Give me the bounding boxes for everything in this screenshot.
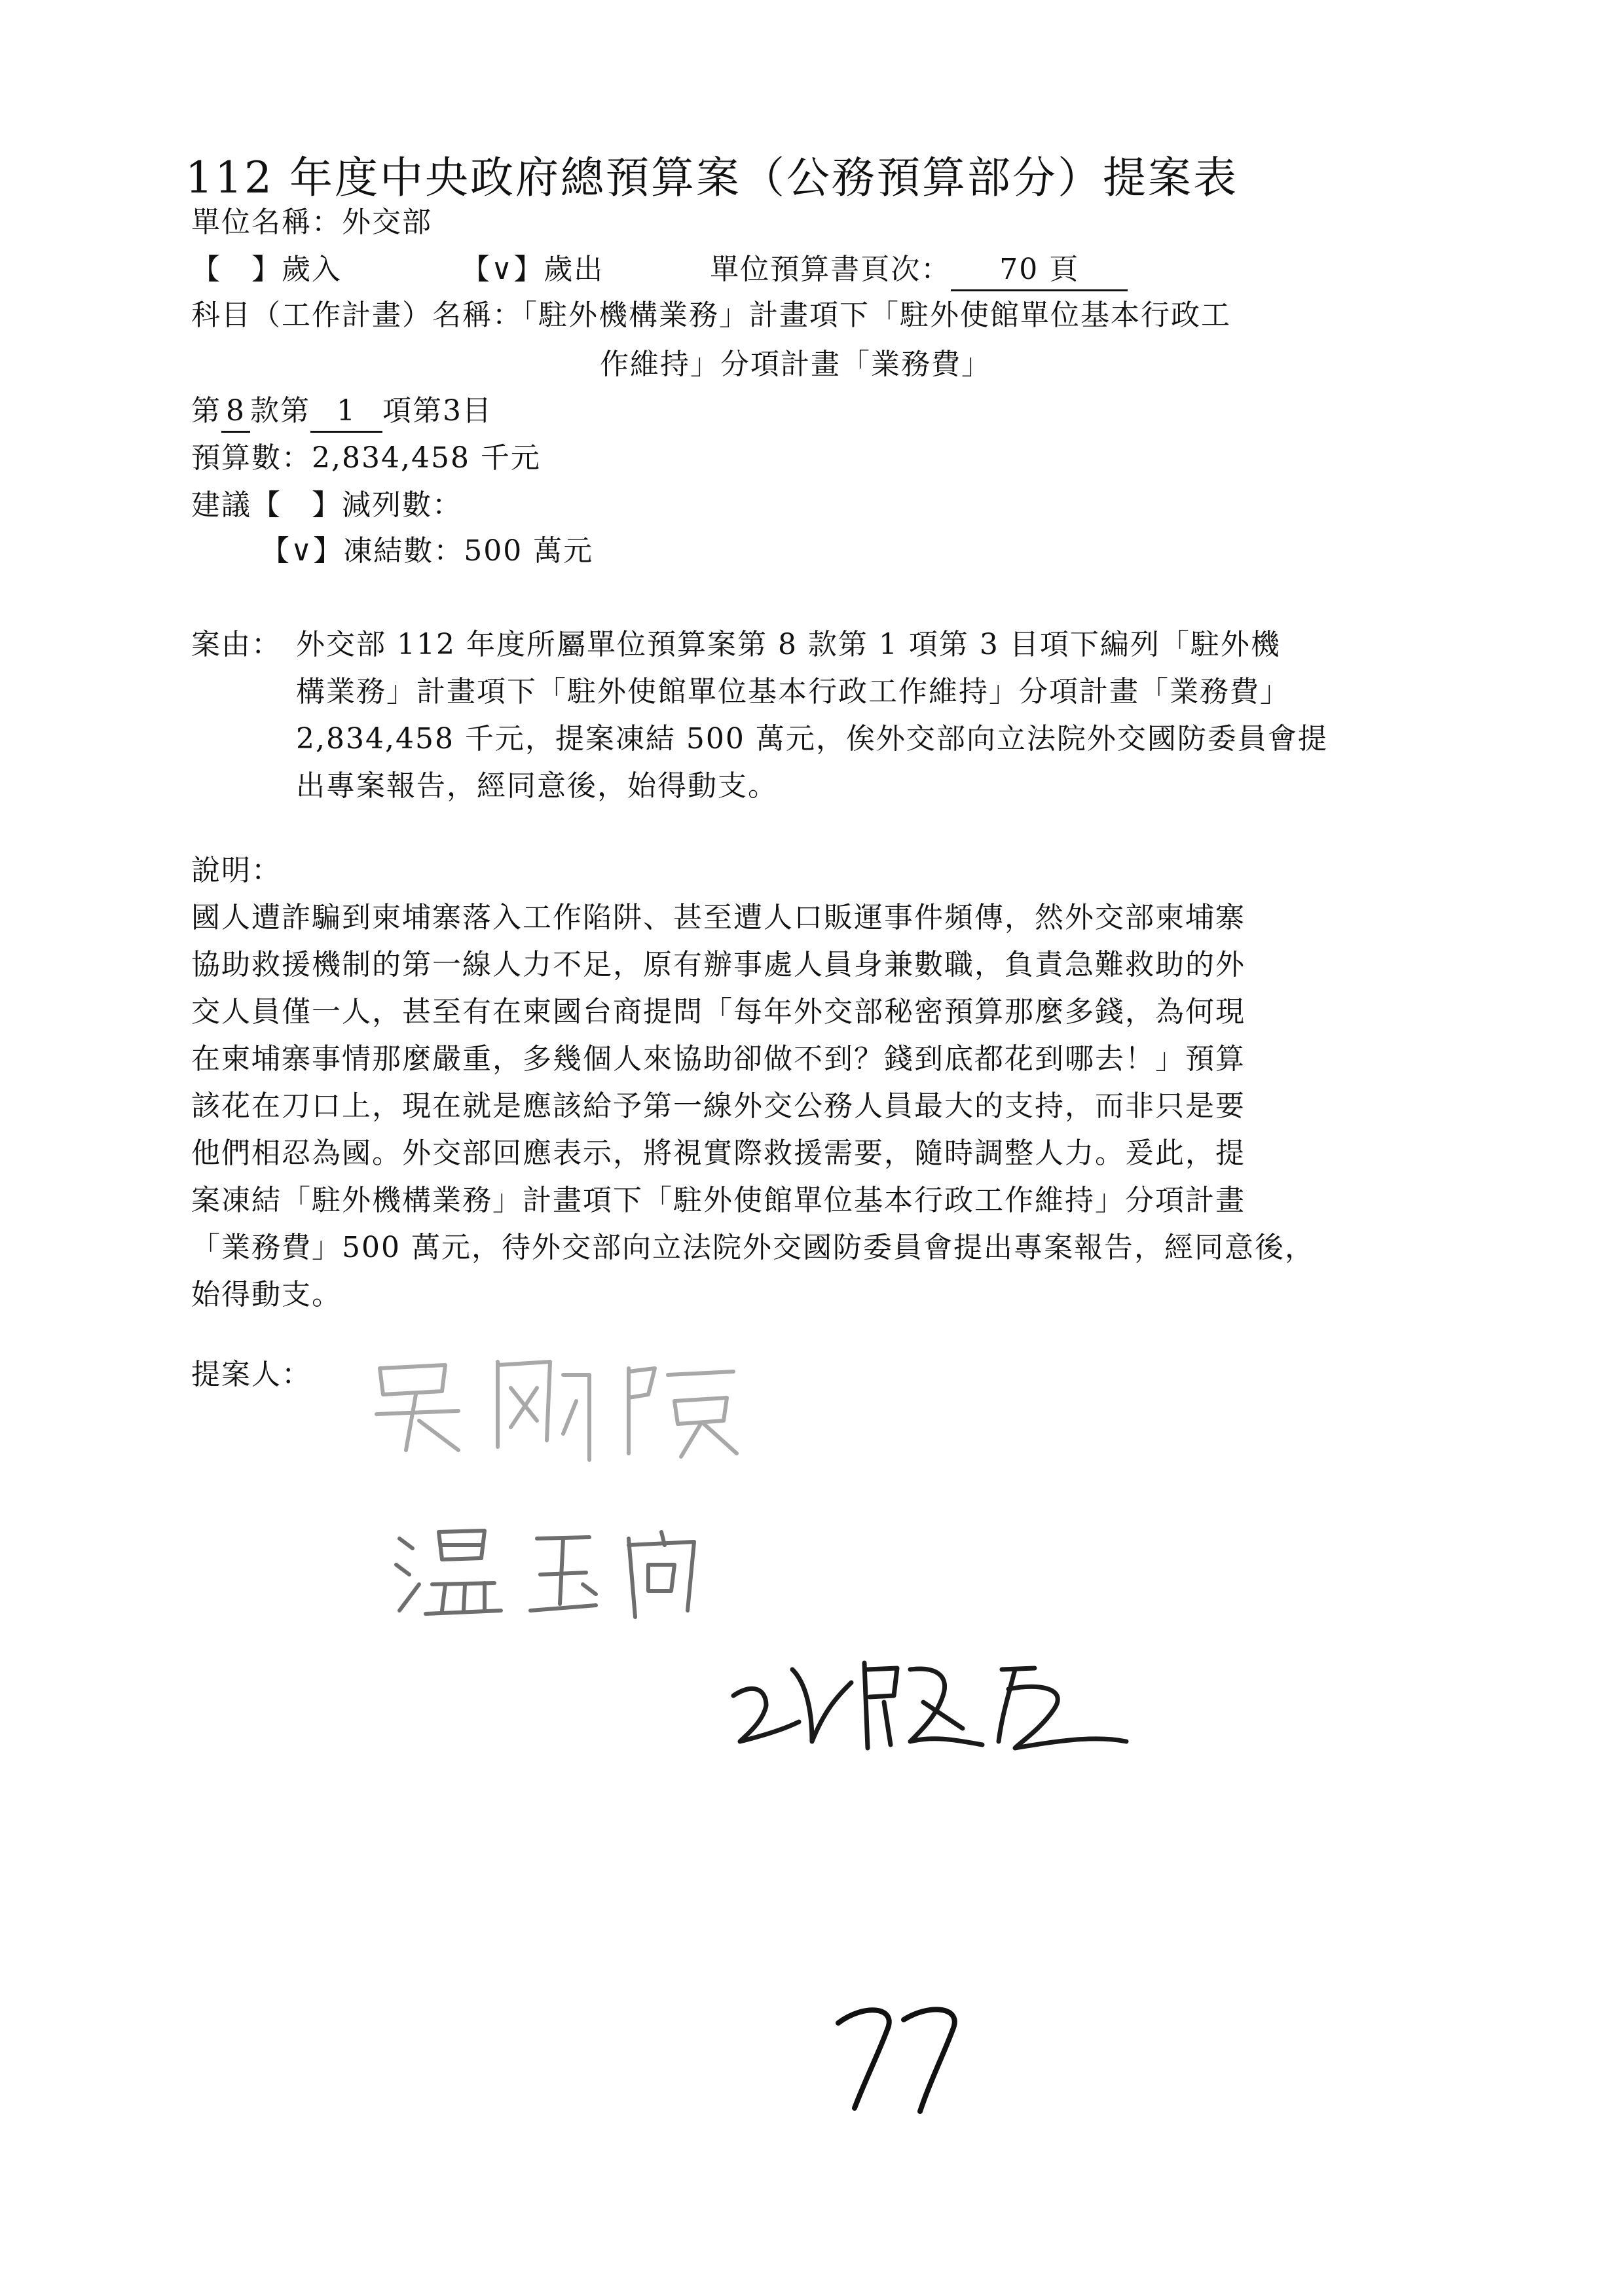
budget-label: 預算數： [191,441,312,475]
subject-line-2: 作維持」分項計畫「業務費」 [600,348,991,381]
expense-checkbox: 【∨】 [461,253,544,286]
subject-row [191,296,1231,335]
budget-row [191,439,541,478]
page-number-label: 單位預算書頁次： [710,253,951,286]
signature-1 [367,1336,760,1467]
subject-line-1: 「駐外機構業務」計畫項下「駐外使館單位基本行政工 [523,299,1231,332]
type-row [191,250,1128,291]
freeze-checkbox: 【∨】 [261,534,344,568]
explanation-line: 他們相忍為國。外交部回應表示，將視實際救援需要，隨時調整人力。爰此，提 [191,1137,1246,1170]
explanation-line: 案凍結「駐外機構業務」計畫項下「駐外使館單位基本行政工作維持」分項計畫 [191,1184,1246,1217]
unit-value: 外交部 [342,206,432,239]
unit-row [191,203,432,242]
explanation-line: 「業務費」500 萬元，待外交部向立法院外交國防委員會提出專案報告，經同意後， [191,1231,1315,1264]
freeze-value: 500 萬元 [464,534,594,568]
revenue-label: 歲入 [282,253,342,286]
item-mu: 3 [443,394,462,428]
signature-3 [727,1643,1133,1761]
explanation-label: 說明： [191,854,282,887]
explanation-line: 國人遭詐騙到柬埔寨落入工作陷阱、甚至遭人口販運事件頻傳，然外交部柬埔寨 [191,901,1246,934]
handwritten-page-number [825,1990,982,2121]
reduce-checkbox: 【 】 [251,488,342,522]
explanation-line: 該花在刀口上，現在就是應該給予第一線外交公務人員最大的支持，而非只是要 [191,1089,1246,1123]
reason-line: 構業務」計畫項下「駐外使館單位基本行政工作維持」分項計畫「業務費」 [296,675,1290,708]
subject-label: 科目（工作計畫）名稱： [191,299,523,332]
item-mu-label: 目 [462,394,492,428]
item-xiang-label: 項第 [382,394,443,428]
explanation-line: 在柬埔寨事情那麼嚴重，多幾個人來協助卻做不到？錢到底都花到哪去！」預算 [191,1042,1246,1076]
suggestion-row [191,486,462,525]
page-title: 112 年度中央政府總預算案（公務預算部分）提案表 [185,153,1238,203]
freeze-row [261,532,593,571]
explanation-line: 交人員僅一人，甚至有在柬國台商提問「每年外交部秘密預算那麼多錢，為何現 [191,995,1246,1029]
proposer-label: 提案人： [191,1358,312,1391]
expense-label: 歲出 [544,253,604,286]
reason-line: 出專案報告，經同意後，始得動支。 [296,769,778,803]
item-kuan-label: 款第 [250,394,310,428]
item-prefix: 第 [191,394,221,428]
signature-2 [386,1512,727,1630]
item-kuan: 8 [221,392,250,433]
unit-label: 單位名稱： [191,206,342,239]
reduce-label: 減列數： [342,488,462,522]
explanation-line: 始得動支。 [191,1278,342,1311]
item-xiang: 1 [310,392,382,433]
revenue-checkbox: 【 】 [191,253,282,286]
budget-value: 2,834,458 千元 [312,441,541,475]
item-row [191,392,492,433]
suggestion-label: 建議 [191,488,251,522]
reason-label: 案由： [191,628,282,661]
reason-line: 2,834,458 千元，提案凍結 500 萬元，俟外交部向立法院外交國防委員會提 [296,722,1328,756]
page-number-value: 70 頁 [951,250,1128,291]
freeze-label: 凍結數： [343,534,464,568]
reason-line: 外交部 112 年度所屬單位預算案第 8 款第 1 項第 3 目項下編列「駐外機 [296,628,1281,661]
explanation-line: 協助救援機制的第一線人力不足，原有辦事處人員身兼數職，負責急難救助的外 [191,948,1246,981]
